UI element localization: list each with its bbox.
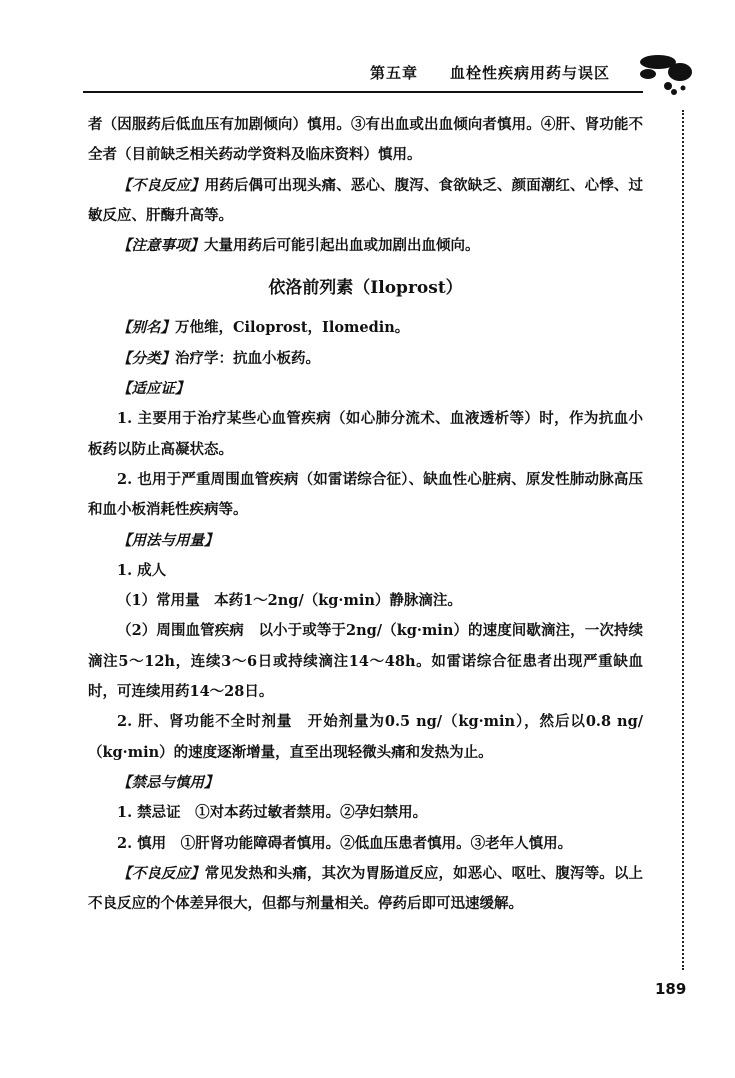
precautions-paragraph (88, 231, 643, 261)
margin-dotted-line (682, 110, 684, 970)
pill-ornament-icon (628, 40, 698, 100)
dosage-subheading: 1. 成人 (117, 561, 167, 579)
section-label: 【别名】 (117, 319, 175, 337)
continued-paragraph: 者（因服药后低血压有加剧倾向）慎用。③有出血或出血倾向者慎用。④肝、肾功能不全者（目前缺乏相关药动学资料及临床资料）慎用。 (88, 116, 643, 164)
indication-item: 1. 主要用于治疗某些心血管疾病（如心肺分流术、血液透析等）时，作为抗血小板药以防止高凝状态。 (88, 410, 643, 458)
section-label: 【分类】 (117, 349, 175, 367)
adverse-reactions-paragraph (88, 171, 643, 232)
drug-entry-title: 依洛前列素（Iloprost） (268, 278, 463, 299)
section-text: 万他维，Ciloprost，Ilomedin。 (175, 319, 410, 337)
section-label: 【不良反应】 (117, 864, 205, 882)
page-body (88, 110, 643, 919)
indication-item: 2. 也用于严重周围血管疾病（如雷诺综合征）、缺血性心脏病、原发性肺动脉高压和血小板消耗性疾病等。 (88, 470, 643, 519)
dosage-heading: 【用法与用量】 (117, 531, 219, 549)
section-label: 【不良反应】 (117, 176, 205, 194)
contraindications-heading: 【禁忌与慎用】 (117, 773, 219, 791)
contraindication-item: 1. 禁忌证 ①对本药过敏者禁用。②孕妇禁用。 (117, 804, 428, 822)
section-label: 【注意事项】 (117, 237, 204, 255)
page-number: 189 (655, 980, 687, 998)
section-text: 大量用药后可能引起出血或加剧出血倾向。 (204, 237, 480, 255)
chapter-title: 血栓性疾病用药与误区 (450, 64, 611, 82)
alias-paragraph (88, 313, 643, 343)
dosage-item: 2. 肝、肾功能不全时剂量 开始剂量为0.5 ng/（kg·min），然后以0.8 ng/（kg·min）的速度逐渐增量，直至出现轻微头痛和发热为止。 (88, 713, 643, 761)
section-text: 常见发热和头痛，其次为胃肠道反应，如恶心、呕吐、腹泻等。以上不良反应的个体差异很大，但都与剂量相关。停药后即可迅速缓解。 (88, 864, 643, 913)
classification-paragraph (88, 344, 643, 374)
adverse-reactions-paragraph (88, 859, 643, 920)
dosage-item: （1）常用量 本药1～2ng/（kg·min）静脉滴注。 (117, 592, 462, 610)
indications-heading: 【适应证】 (117, 380, 190, 398)
contraindication-item: 2. 慎用 ①肝肾功能障碍者慎用。②低血压患者慎用。③老年人慎用。 (117, 834, 573, 852)
header-rule (83, 91, 643, 93)
dosage-item: （2）周围血管疾病 以小于或等于2ng/（kg·min）的速度间歇滴注，一次持续滴注5～12h，连续3～6日或持续滴注14～48h。如雷诺综合征患者出现严重缺血时，可连续用药14～28日。 (88, 622, 643, 701)
section-text: 治疗学：抗血小板药。 (175, 349, 320, 367)
running-header (300, 56, 620, 86)
section-text: 用药后偶可出现头痛、恶心、腹泻、食欲缺乏、颜面潮红、心悸、过敏反应、肝酶升高等。 (88, 176, 643, 224)
chapter-label: 第五章 (370, 64, 419, 82)
